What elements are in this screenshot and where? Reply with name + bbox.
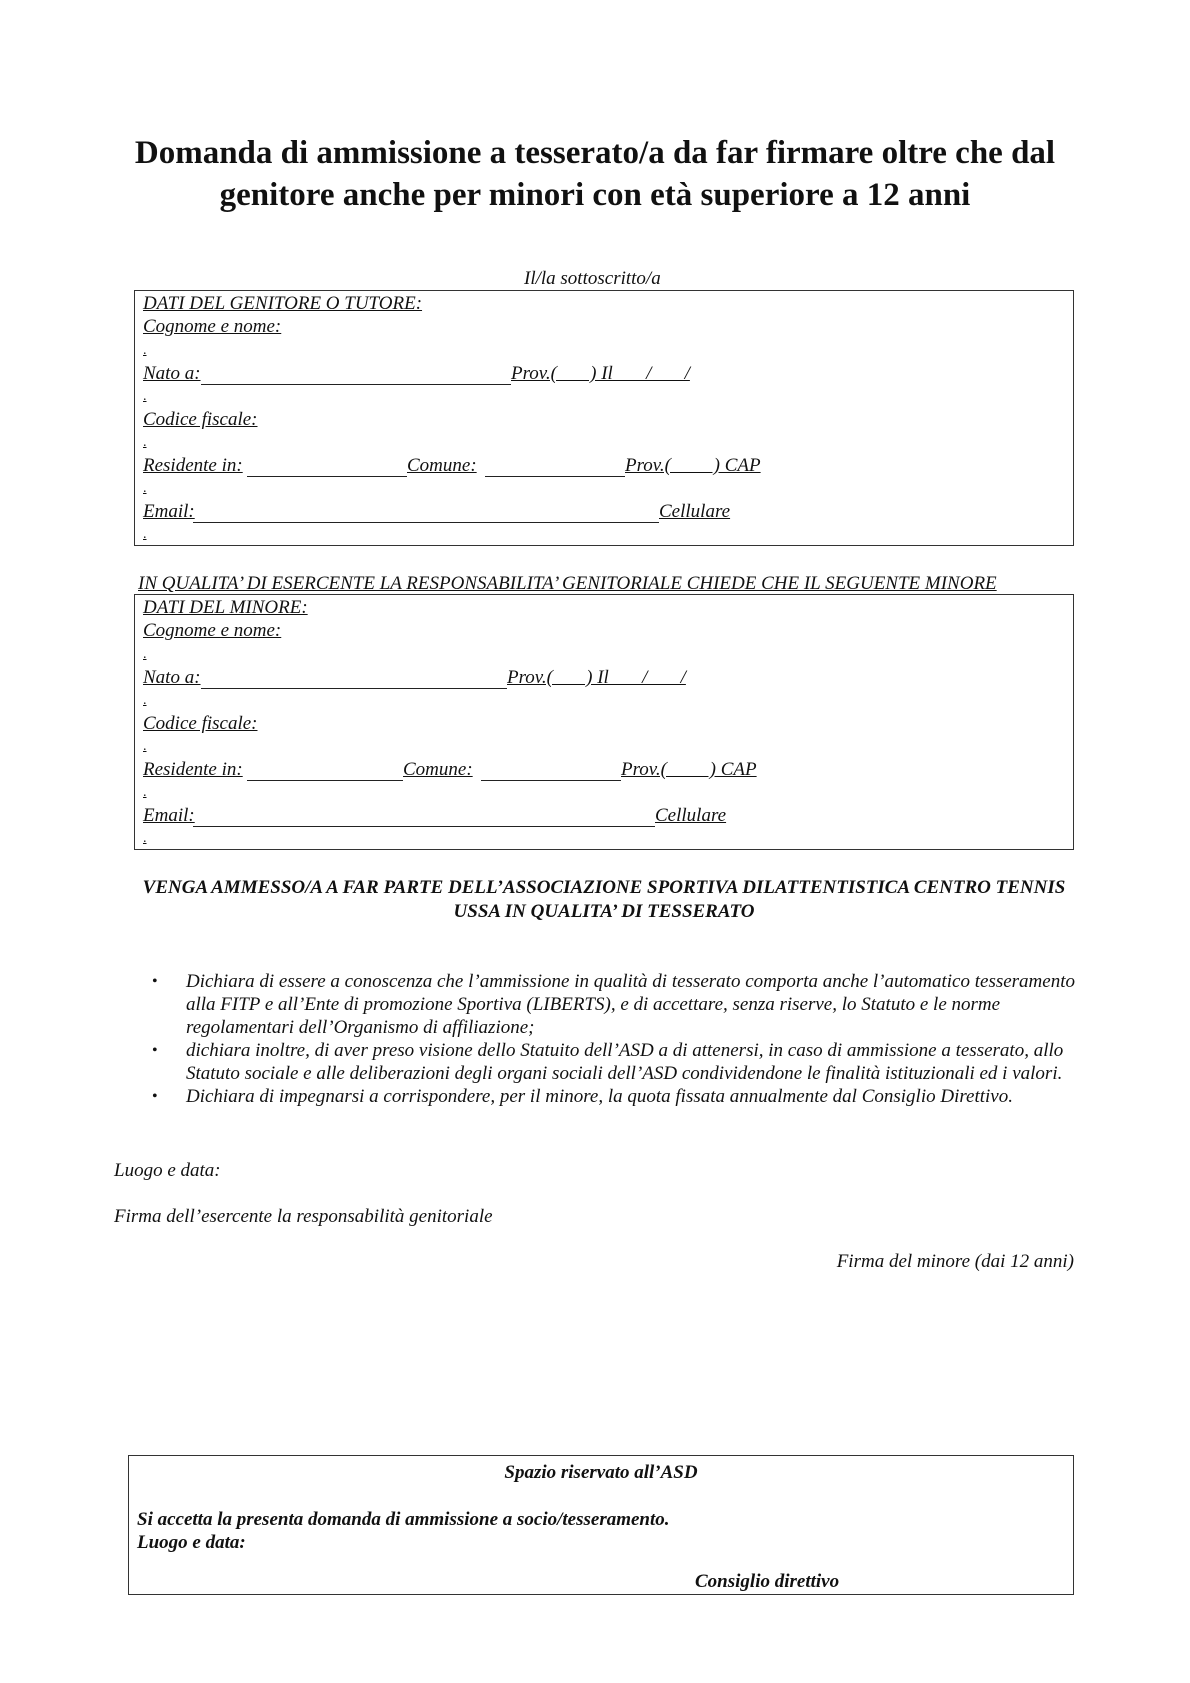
reserved-acceptance: Si accetta la presenta domanda di ammissione a socio/tesseramento. (137, 1509, 670, 1530)
minor-signature-label: Firma del minore (dai 12 anni) (836, 1251, 1074, 1272)
minor-tax-dot: . (143, 739, 147, 754)
parent-tax-dot: . (143, 435, 147, 450)
minor-comune-label: Comune: (403, 759, 473, 780)
parent-birth-label: Nato a: (143, 363, 201, 384)
parent-birth-prov: Prov.( ) Il / / (511, 363, 690, 384)
parent-residence-line[interactable] (247, 476, 407, 477)
minor-residence-label: Residente in: (143, 759, 243, 780)
parent-birth-line[interactable] (201, 384, 511, 385)
minor-birth-prov: Prov.( ) Il / / (507, 667, 686, 688)
parent-comune-label: Comune: (407, 455, 477, 476)
qualita-statement: IN QUALITA’ DI ESERCENTE LA RESPONSABILITA’ GENITORIALE CHIEDE CHE IL SEGUENTE MINORE (138, 573, 997, 594)
minor-birth-label: Nato a: (143, 667, 201, 688)
minor-email-label: Email: (143, 805, 195, 826)
parent-birth-dot: . (143, 389, 147, 404)
bullet-icon: • (152, 1088, 158, 1105)
reserved-board: Consiglio direttivo (695, 1571, 840, 1592)
parent-residence-label: Residente in: (143, 455, 243, 476)
admission-statement: VENGA AMMESSO/A A FAR PARTE DELL’ASSOCIAZIONE SPORTIVA DILATTENTISTICA CENTRO TENNIS USSA IN QUALITA’ DI TESSERATO (142, 877, 1066, 922)
minor-mobile-label: Cellulare (655, 805, 727, 826)
parent-residence-dot: . (143, 481, 147, 496)
bullet-icon: • (152, 973, 158, 990)
declaration-item: • dichiara inoltre, di aver preso visione dello Statuito dell’ASD a di attenersi, in caso di ammissione a tesserato, allo Statuto sociale e alle deliberazioni degli organi sociali dell’ASD condividendone le finalità istituzionali ed i valori. (152, 1040, 1064, 1084)
parent-email-line[interactable] (193, 522, 659, 523)
declaration-item: • Dichiara di essere a conoscenza che l’ammissione in qualità di tesserato comporta anche l’automatico tesseramento alla FITP e all’Ente di promozione Sportiva (LIBERTS), e di accettare, senza riserve, lo Statuto e le norme regolamentari dell’Organismo di affiliazione; (152, 971, 1075, 1038)
parent-tax-code-label: Codice fiscale: (143, 409, 258, 430)
parent-signature-label: Firma dell’esercente la responsabilità genitoriale (114, 1206, 493, 1227)
reserved-title: Spazio riservato all’ASD (504, 1462, 698, 1483)
page-title: Domanda di ammissione a tesserato/a da far firmare oltre che dal genitore anche per minori con età superiore a 12 anni (134, 135, 1056, 213)
parent-data-box (134, 290, 1074, 546)
minor-residence-line[interactable] (247, 780, 403, 781)
minor-name-label: Cognome e nome: (143, 620, 282, 641)
parent-mobile-label: Cellulare (659, 501, 731, 522)
parent-email-label: Email: (143, 501, 195, 522)
reserved-box (128, 1455, 1074, 1595)
minor-name-dot: . (143, 647, 147, 662)
minor-heading: DATI DEL MINORE: (143, 597, 308, 618)
minor-tax-code-label: Codice fiscale: (143, 713, 258, 734)
parent-comune-line[interactable] (485, 476, 625, 477)
minor-email-dot: . (143, 831, 147, 846)
intro-text: Il/la sottoscritto/a (524, 268, 661, 289)
minor-residence-dot: . (143, 785, 147, 800)
parent-name-dot: . (143, 343, 147, 358)
minor-comune-line[interactable] (481, 780, 621, 781)
place-date-label: Luogo e data: (114, 1160, 221, 1181)
bullet-icon: • (152, 1042, 158, 1059)
parent-name-label: Cognome e nome: (143, 316, 282, 337)
minor-email-line[interactable] (193, 826, 655, 827)
reserved-place-date: Luogo e data: (137, 1532, 246, 1553)
minor-prov-cap: Prov.( ) CAP (621, 759, 757, 780)
minor-birth-dot: . (143, 693, 147, 708)
parent-email-dot: . (143, 527, 147, 542)
declarations-list (150, 970, 1090, 1108)
minor-data-box (134, 594, 1074, 850)
minor-birth-line[interactable] (201, 688, 507, 689)
declaration-item: • Dichiara di impegnarsi a corrispondere, per il minore, la quota fissata annualmente dal Consiglio Direttivo. (152, 1086, 1013, 1107)
parent-prov-cap: Prov.( ) CAP (625, 455, 761, 476)
parent-heading: DATI DEL GENITORE O TUTORE: (143, 293, 423, 314)
